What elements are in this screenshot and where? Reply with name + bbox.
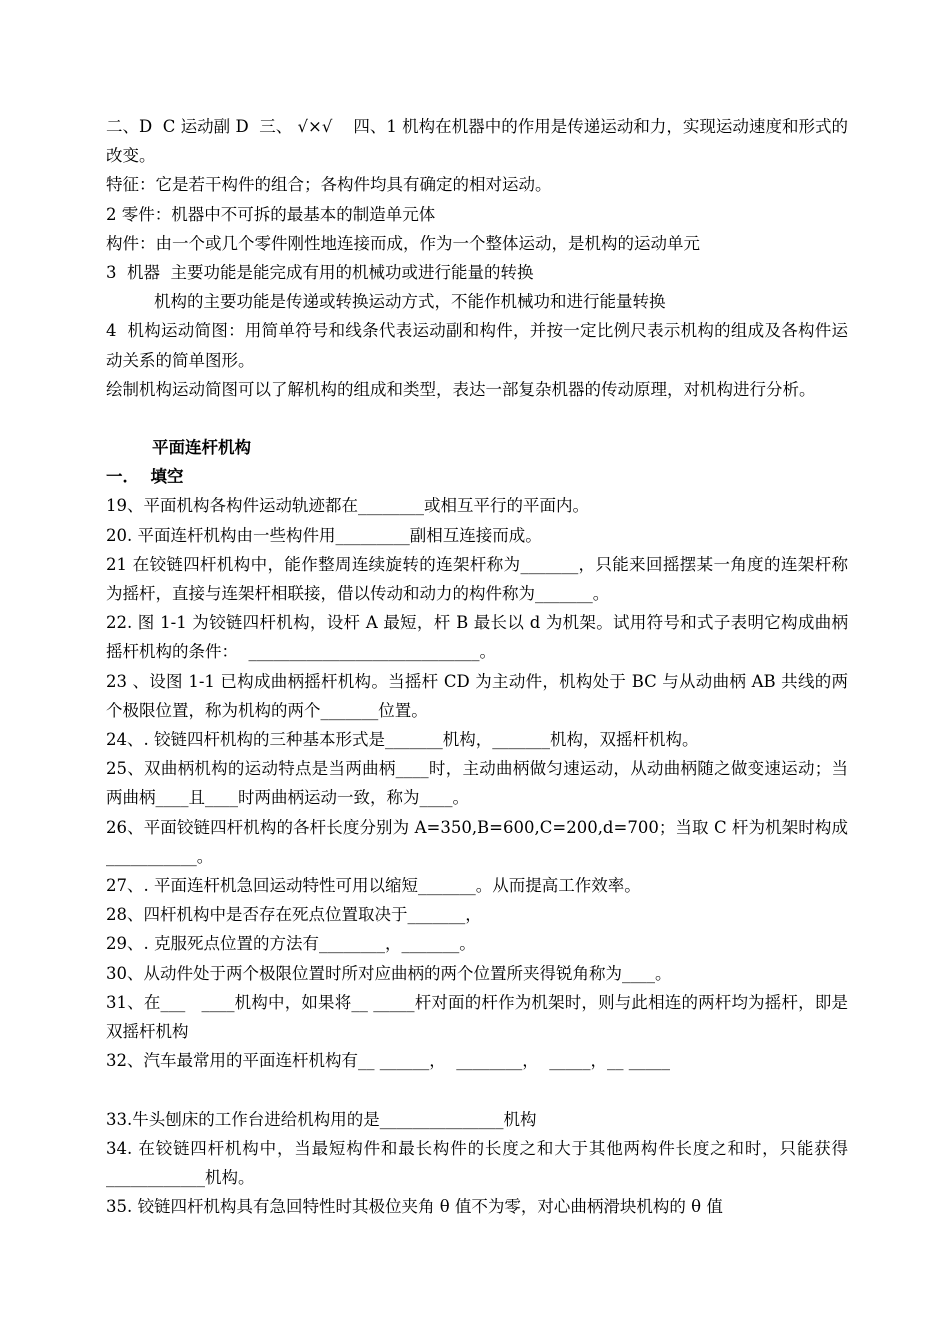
blank-spacer bbox=[106, 404, 848, 433]
question-line: 21 在铰链四杆机构中，能作整周连续旋转的连架杆称为_______，只能来回摇摆某一角度的连架杆称为摇杆，直接与连架杆相联接，借以传动和动力的构件称为_______。 bbox=[106, 554, 848, 604]
question-line: 32、汽车最常用的平面连杆机构有__ ______， ________， _____，__ _____ bbox=[106, 1051, 670, 1071]
question-line: 31、在___ ____机构中，如果将__ _____杆对面的杆作为机架时，则与此相连的两杆均为摇杆，即是双摇杆机构 bbox=[106, 992, 848, 1042]
question-line: 24、. 铰链四杆机构的三种基本形式是_______机构，_______机构，双摇杆机构。 bbox=[106, 730, 699, 750]
subheading: 一． 填空 bbox=[106, 467, 184, 487]
question-line: 20. 平面连杆机构由一些构件用_________副相互连接而成。 bbox=[106, 525, 542, 545]
question-line: 27、. 平面连杆机急回运动特性可用以缩短_______。从而提高工作效率。 bbox=[106, 876, 641, 896]
question-line: 28、四杆机构中是否存在死点位置取决于_______， bbox=[106, 905, 482, 925]
answer-line: 构件：由一个或几个零件刚性地连接而成，作为一个整体运动，是机构的运动单元 bbox=[106, 233, 700, 253]
answer-line: 3 机器 主要功能是能完成有用的机械功或进行能量的转换 bbox=[106, 263, 534, 283]
answer-line: 二、D C 运动副 D 三、 √×√ 四、1 机构在机器中的作用是传递运动和力，实现运动速度和形式的改变。 bbox=[106, 117, 848, 166]
answer-line: 2 零件：机器中不可拆的最基本的制造单元体 bbox=[106, 204, 436, 224]
section-title: 平面连杆机构 bbox=[152, 438, 251, 458]
question-line: 29、. 克服死点位置的方法有________，_______。 bbox=[106, 934, 476, 954]
question-line: 35. 铰链四杆机构具有急回特性时其极位夹角 θ 值不为零，对心曲柄滑块机构的 θ 值 bbox=[106, 1197, 723, 1217]
question-line: 23 、设图 1-1 已构成曲柄摇杆机构。当摇杆 CD 为主动件，机构处于 BC 与从动曲柄 AB 共线的两个极限位置，称为机构的两个_______位置。 bbox=[106, 671, 848, 720]
document-page bbox=[106, 112, 848, 1221]
answer-line: 特征：它是若干构件的组合；各构件均具有确定的相对运动。 bbox=[106, 175, 552, 195]
answer-line: 绘制机构运动简图可以了解机构的组成和类型，表达一部复杂机器的传动原理，对机构进行分析。 bbox=[106, 379, 816, 399]
question-line: 33.牛头刨床的工作台进给机构用的是_______________机构 bbox=[106, 1109, 537, 1129]
question-line: 19、平面机构各构件运动轨迹都在________或相互平行的平面内。 bbox=[106, 496, 589, 516]
blank-spacer bbox=[106, 1076, 848, 1105]
question-line: 26、平面铰链四杆机构的各杆长度分别为 A=350,B=600,C=200,d=700；当取 C 杆为机架时构成___________。 bbox=[106, 817, 848, 866]
question-line: 25、双曲柄机构的运动特点是当两曲柄____时，主动曲柄做匀速运动，从动曲柄随之做变速运动；当两曲柄____且____时两曲柄运动一致，称为____。 bbox=[106, 759, 848, 808]
question-line: 30、从动件处于两个极限位置时所对应曲柄的两个位置所夹得锐角称为____。 bbox=[106, 963, 672, 983]
answer-line: 机构的主要功能是传递或转换运动方式，不能作机械功和进行能量转换 bbox=[154, 292, 666, 312]
question-line: 22. 图 1-1 为铰链四杆机构，设杆 A 最短，杆 B 最长以 d 为机架。试用符号和式子表明它构成曲柄摇杆机构的条件： ____________________________。 bbox=[106, 613, 848, 662]
question-line: 34. 在铰链四杆机构中，当最短构件和最长构件的长度之和大于其他两构件长度之和时，只能获得____________机构。 bbox=[106, 1138, 848, 1187]
answer-line: 4 机构运动简图：用简单符号和线条代表运动副和构件，并按一定比例尺表示机构的组成及各构件运动关系的简单图形。 bbox=[106, 321, 848, 370]
